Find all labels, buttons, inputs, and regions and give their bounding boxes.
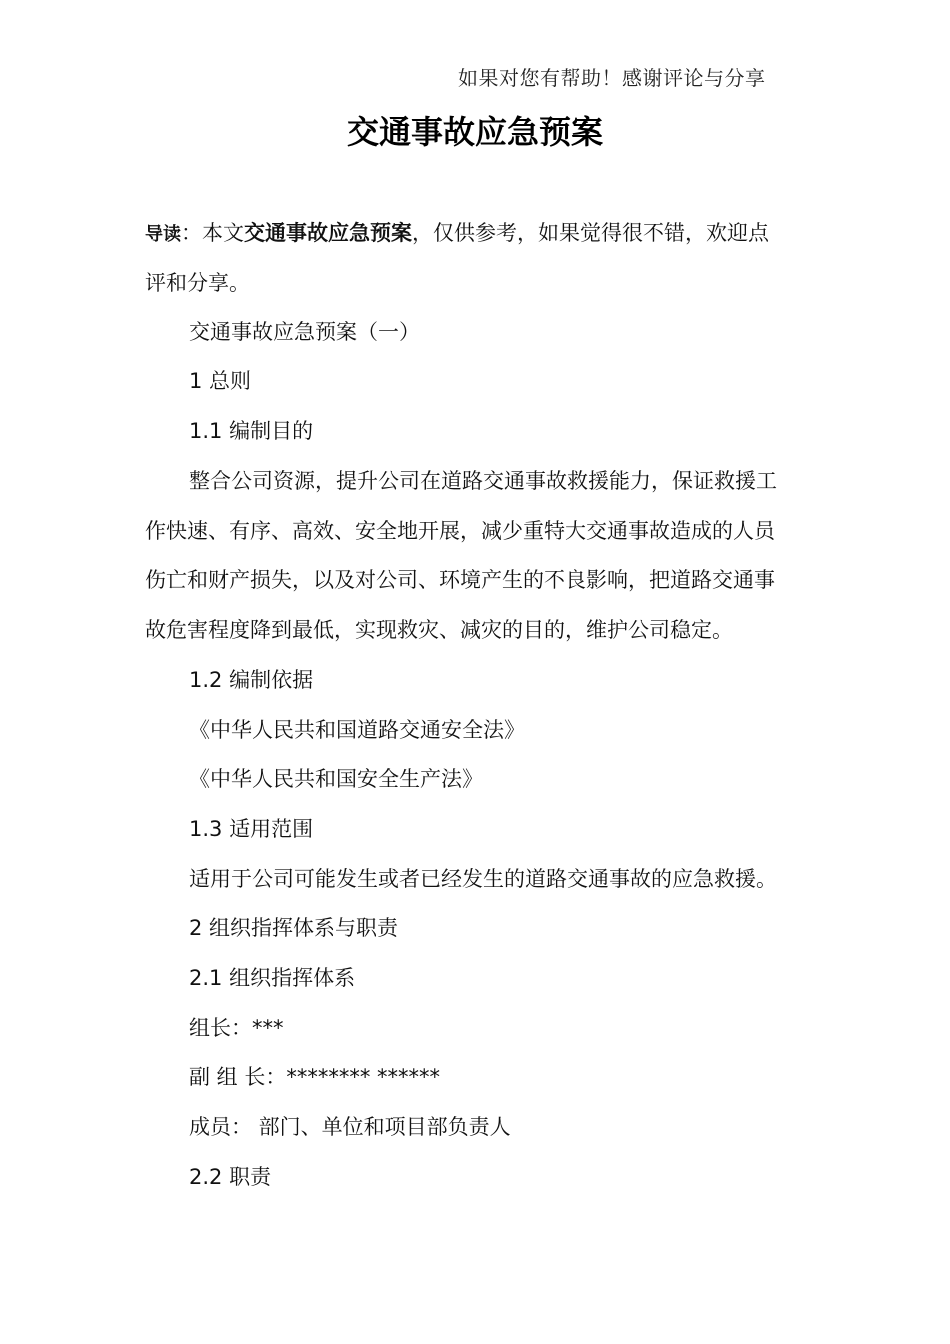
intro-bold-title: 交通事故应急预案 <box>244 221 412 245</box>
intro-label: 导读 <box>145 224 181 245</box>
heading-2-2: 2.2 职责 <box>189 1165 272 1189</box>
heading-1-2: 1.2 编制依据 <box>189 668 314 692</box>
heading-1: 1 总则 <box>189 369 252 393</box>
paragraph-line: 整合公司资源，提升公司在道路交通事故救援能力，保证救援工 <box>189 469 777 493</box>
intro-colon-text: ：本文 <box>181 221 244 245</box>
heading-1-1: 1.1 编制目的 <box>189 419 314 443</box>
deputy-leader-line: 副 组 长：******** ****** <box>189 1065 441 1089</box>
paragraph-line: 故危害程度降到最低，实现救灾、减灾的目的，维护公司稳定。 <box>145 618 733 642</box>
scope-text: 适用于公司可能发生或者已经发生的道路交通事故的应急救援。 <box>189 867 777 891</box>
section-title: 交通事故应急预案（一） <box>189 320 420 344</box>
intro-line-2: 评和分享。 <box>145 271 250 295</box>
leader-line: 组长：*** <box>189 1016 284 1040</box>
document-title: 交通事故应急预案 <box>346 113 603 151</box>
law-reference-2: 《中华人民共和国安全生产法》 <box>189 767 483 791</box>
paragraph-line: 伤亡和财产损失，以及对公司、环境产生的不良影响，把道路交通事 <box>145 568 775 592</box>
heading-2-1: 2.1 组织指挥体系 <box>189 966 356 990</box>
header-note: 如果对您有帮助！感谢评论与分享 <box>458 66 766 90</box>
law-reference-1: 《中华人民共和国道路交通安全法》 <box>189 718 525 742</box>
paragraph-line: 作快速、有序、高效、安全地开展，减少重特大交通事故造成的人员 <box>145 519 775 543</box>
heading-1-3: 1.3 适用范围 <box>189 817 314 841</box>
members-line: 成员： 部门、单位和项目部负责人 <box>189 1115 511 1139</box>
intro-line-1 <box>145 218 769 250</box>
intro-rest-text: ，仅供参考，如果觉得很不错，欢迎点 <box>412 221 769 245</box>
heading-2: 2 组织指挥体系与职责 <box>189 916 399 940</box>
